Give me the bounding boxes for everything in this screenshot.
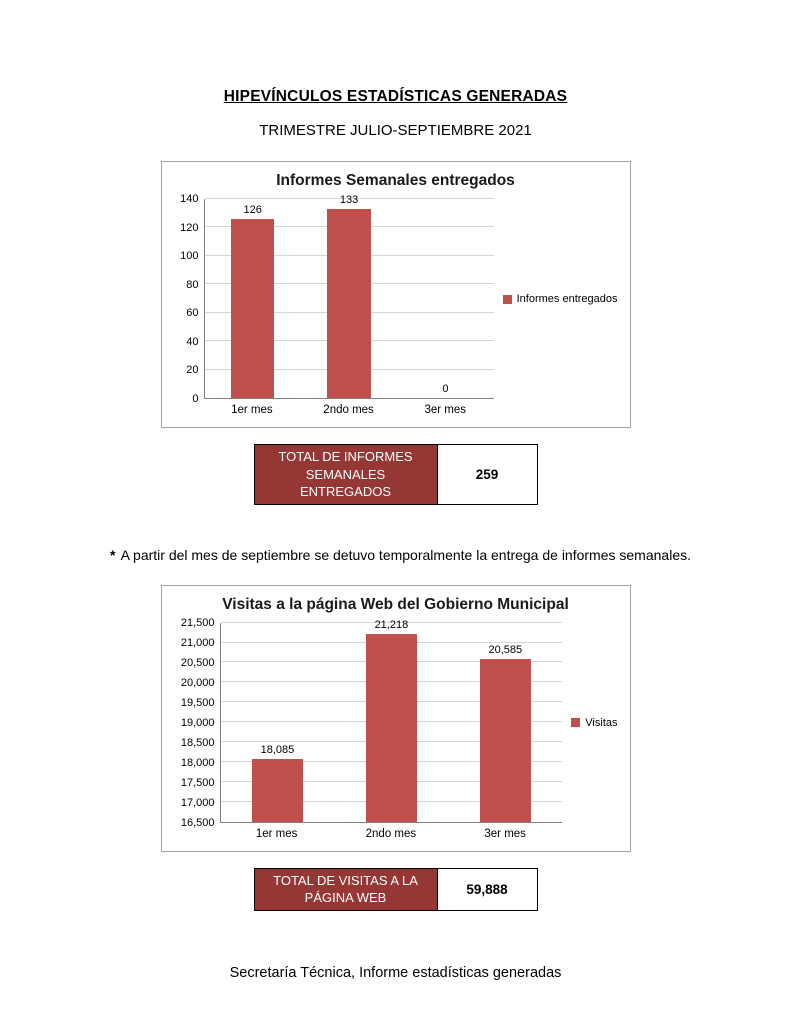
legend-label: Informes entregados [516, 293, 618, 305]
y-tick-label: 17,000 [180, 796, 215, 809]
total-visitas-label: TOTAL DE VISITAS A LA PÁGINA WEB [255, 869, 437, 910]
x-tick-label: 1er mes [255, 827, 298, 840]
y-tick-label: 18,000 [180, 756, 215, 769]
plot-column [220, 618, 563, 845]
y-tick-label: 16,500 [180, 816, 215, 829]
y-tick-label: 21,000 [180, 636, 215, 649]
legend-swatch-icon [571, 718, 580, 727]
bar-value-label: 126 [243, 203, 262, 216]
bar-value-label: 18,085 [260, 743, 295, 756]
total-visitas-table [254, 868, 538, 911]
y-tick-label: 60 [186, 307, 199, 320]
document-subtitle: TRIMESTRE JULIO-SEPTIEMBRE 2021 [259, 122, 532, 139]
bar-1er-mes [231, 219, 274, 398]
y-tick-label: 19,500 [180, 696, 215, 709]
y-tick-label: 140 [180, 193, 199, 205]
bar-2ndo-mes [327, 209, 370, 398]
x-tick-label: 2ndo mes [365, 827, 417, 840]
document-footer: Secretaría Técnica, Informe estadísticas generadas [229, 964, 562, 981]
y-tick-label: 0 [192, 393, 199, 405]
y-tick-label: 80 [186, 278, 199, 291]
bar-value-label: 133 [339, 193, 359, 206]
x-tick-label: 3er mes [424, 404, 467, 416]
total-informes-value: 259 [437, 445, 537, 504]
x-tick-label: 2ndo mes [323, 404, 374, 416]
bar-3er-mes [480, 659, 531, 822]
chart-visitas-web [161, 585, 631, 852]
y-tick-label: 120 [180, 221, 199, 234]
total-informes-table [254, 444, 538, 505]
legend [562, 623, 621, 823]
x-tick-label: 3er mes [484, 827, 526, 840]
y-tick-label: 20 [186, 364, 199, 377]
y-tick-label: 21,500 [180, 616, 215, 629]
bar-value-label: 0 [442, 383, 449, 395]
y-tick-label: 40 [186, 335, 199, 348]
footnote-asterisk: * [110, 546, 116, 563]
bar-value-label: 21,218 [374, 618, 409, 631]
footnote [110, 547, 731, 563]
chart-informes-semanales [161, 161, 631, 428]
chart-body [170, 616, 622, 845]
chart-body [170, 193, 622, 421]
x-axis [204, 399, 494, 421]
document-title: HIPEVÍNCULOS ESTADÍSTICAS GENERADAS [223, 88, 568, 105]
bar-1er-mes [252, 759, 303, 822]
y-axis [170, 616, 220, 829]
y-tick-label: 20,500 [180, 656, 215, 669]
chart-title: Visitas a la página Web del Gobierno Municipal [222, 595, 569, 613]
bar-2ndo-mes [366, 634, 417, 822]
plot-column [204, 193, 494, 421]
total-visitas-value: 59,888 [437, 869, 537, 910]
x-tick-label: 1er mes [231, 404, 273, 416]
y-tick-label: 19,000 [180, 716, 215, 729]
y-tick-label: 17,500 [180, 776, 215, 789]
legend-swatch-icon [503, 295, 512, 304]
legend [494, 199, 622, 399]
bar-value-label: 20,585 [488, 644, 523, 657]
legend-label: Visitas [585, 716, 618, 729]
y-tick-label: 18,500 [180, 736, 215, 749]
plot-area [204, 193, 494, 399]
x-axis [220, 823, 563, 845]
plot-area [220, 618, 563, 823]
chart-title: Informes Semanales entregados [276, 172, 515, 189]
total-informes-label: TOTAL DE INFORMES SEMANALES ENTREGADOS [255, 445, 437, 504]
y-axis [170, 193, 204, 405]
footnote-text: A partir del mes de septiembre se detuvo temporalmente la entrega de informes semanales. [120, 546, 691, 563]
y-tick-label: 100 [180, 250, 199, 263]
y-tick-label: 20,000 [180, 676, 215, 689]
